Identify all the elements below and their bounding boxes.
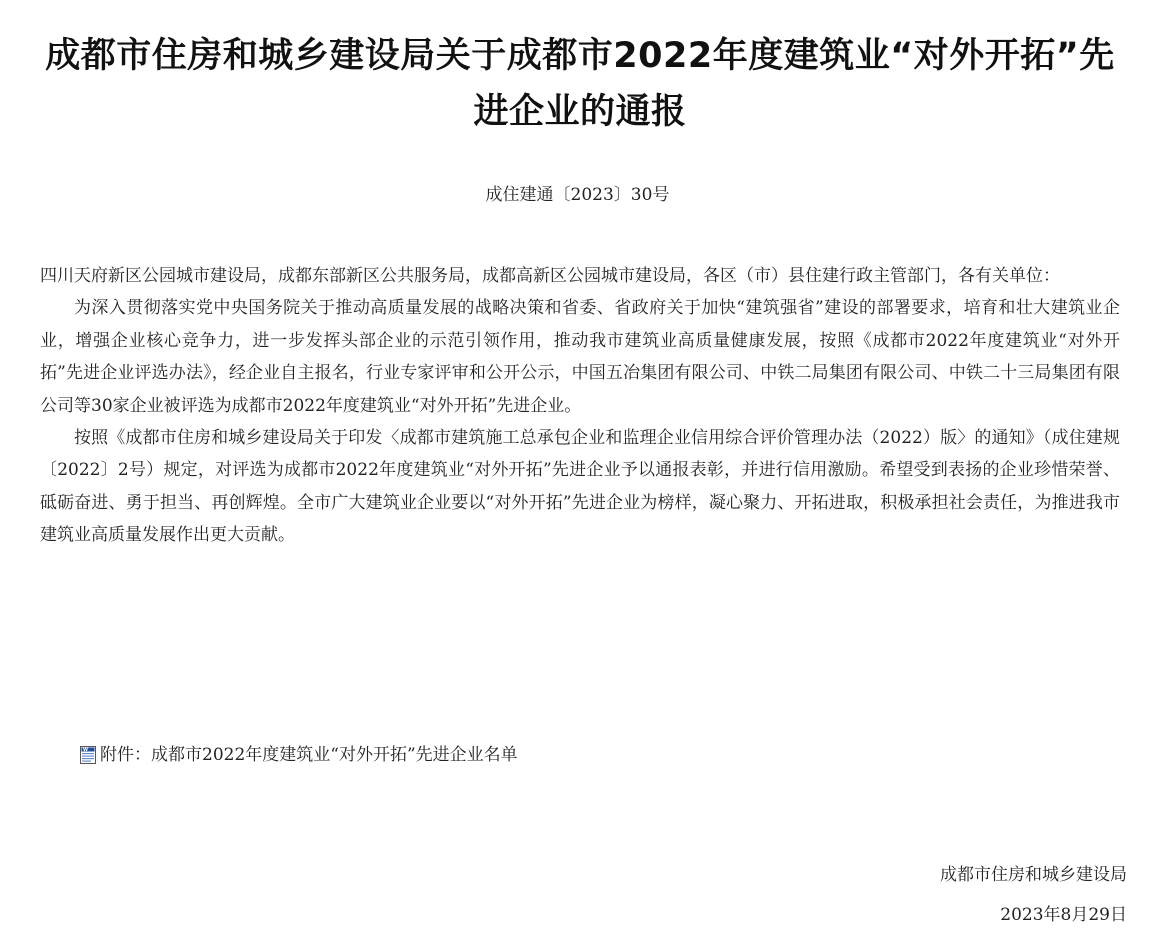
recipients-paragraph: 四川天府新区公园城市建设局，成都东部新区公共服务局，成都高新区公园城市建设局，各区（市）县住建行政主管部门，各有关单位： bbox=[40, 266, 1060, 286]
signature-block bbox=[940, 860, 1127, 930]
signature-organization: 成都市住房和城乡建设局 bbox=[940, 865, 1127, 885]
page-title: 成都市住房和城乡建设局关于成都市2022年度建筑业“对外开拓”先进企业的通报 bbox=[45, 36, 1115, 132]
signature-date: 2023年8月29日 bbox=[1000, 905, 1127, 925]
document-body bbox=[40, 260, 1120, 552]
body-paragraph-2: 按照《成都市住房和城乡建设局关于印发〈成都市建筑施工总承包企业和监理企业信用综合评价管理办法（2022）版〉的通知》（成住建规〔2022〕2号）规定，对评选为成都市2022年度建筑业“对外开拓”先进企业予以通报表彰，并进行信用激励。希望受到表扬的企业珍惜荣誉、砥砺奋进、勇于担当、再创辉煌。全市广大建筑业企业要以“对外开拓”先进企业为榜样，凝心聚力、开拓进取，积极承担社会责任，为推进我市建筑业高质量发展作出更大贡献。 bbox=[40, 428, 1120, 546]
document-number: 成住建通〔2023〕30号 bbox=[485, 185, 670, 205]
attachment-link[interactable] bbox=[80, 740, 518, 770]
svg-text:W: W bbox=[83, 748, 88, 754]
body-paragraph-1: 为深入贯彻落实党中央国务院关于推动高质量发展的战略决策和省委、省政府关于加快“建筑强省”建设的部署要求，培育和壮大建筑业企业，增强企业核心竞争力，进一步发挥头部企业的示范引领作用，推动我市建筑业高质量健康发展，按照《成都市2022年度建筑业“对外开拓”先进企业评选办法》，经企业自主报名，行业专家评审和公开公示，中国五冶集团有限公司、中铁二局集团有限公司、中铁二十三局集团有限公司等30家企业被评选为成都市2022年度建筑业“对外开拓”先进企业。 bbox=[40, 298, 1120, 416]
word-document-icon[interactable] bbox=[80, 744, 96, 762]
attachment-label[interactable]: 附件：成都市2022年度建筑业“对外开拓”先进企业名单 bbox=[100, 745, 518, 765]
